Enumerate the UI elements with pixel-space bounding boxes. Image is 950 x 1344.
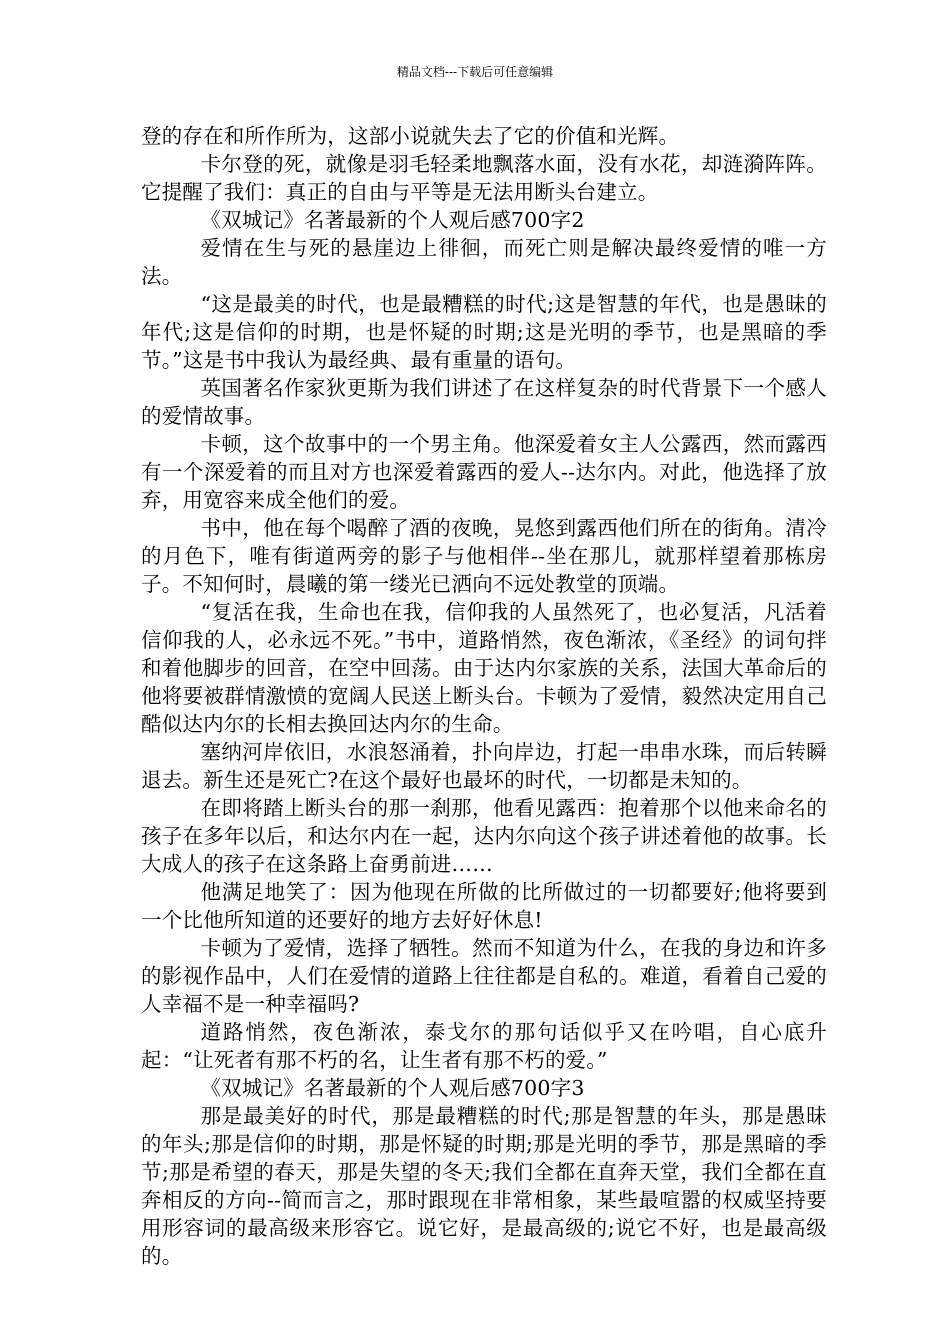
paragraph: 塞纳河岸依旧，水浪怒涌着，扑向岸边，打起一串串水珠，而后转瞬退去。新生还是死亡?在这个最好也最坏的时代，一切都是未知的。 bbox=[141, 740, 827, 792]
paragraph: 道路悄然，夜色渐浓，泰戈尔的那句话似乎又在吟唱，自心底升起：“让死者有那不朽的名，让生者有那不朽的爱。” bbox=[141, 1020, 827, 1072]
paragraph: 卡顿，这个故事中的一个男主角。他深爱着女主人公露西，然而露西有一个深爱着的而且对方也深爱着露西的爱人--达尔内。对此，他选择了放弃，用宽容来成全他们的爱。 bbox=[141, 432, 827, 512]
paragraph: 在即将踏上断头台的那一刹那，他看见露西：抱着那个以他来命名的孩子在多年以后，和达尔内在一起，达内尔向这个孩子讲述着他的故事。长大成人的孩子在这条路上奋勇前进…… bbox=[141, 796, 827, 876]
page-header: 精品文档---下载后可任意编辑 bbox=[396, 65, 554, 79]
paragraph-quote: “复活在我，生命也在我，信仰我的人虽然死了，也必复活，凡活着信仰我的人，必永远不死。”书中，道路悄然，夜色渐浓，《圣经》的词句拌和着他脚步的回音，在空中回荡。由于达内尔家族的关系，法国大革命后的他将要被群情激愤的宽阔人民送上断头台。卡顿为了爱情，毅然决定用自己酷似达内尔的长相去换回达内尔的生命。 bbox=[141, 600, 827, 736]
section-heading: 《双城记》名著最新的个人观后感700字3 bbox=[200, 1076, 585, 1100]
paragraph-continuation: 登的存在和所作所为，这部小说就失去了它的价值和光辉。 bbox=[141, 124, 680, 148]
paragraph: 那是最美好的时代，那是最糟糕的时代;那是智慧的年头，那是愚昧的年头;那是信仰的时期，那是怀疑的时期;那是光明的季节，那是黑暗的季节;那是希望的春天，那是失望的冬天;我们全都在直奔天堂，我们全都在直奔相反的方向--简而言之，那时跟现在非常相象，某些最喧嚣的权威坚持要用形容词的最高级来形容它。说它好，是最高级的;说它不好，也是最高级的。 bbox=[141, 1104, 827, 1268]
paragraph: 英国著名作家狄更斯为我们讲述了在这样复杂的时代背景下一个感人的爱情故事。 bbox=[141, 376, 827, 428]
paragraph-quote: “这是最美的时代，也是最糟糕的时代;这是智慧的年代，也是愚昧的年代;这是信仰的时期，也是怀疑的时期;这是光明的季节，也是黑暗的季节。”这是书中我认为最经典、最有重量的语句。 bbox=[141, 292, 827, 372]
paragraph: 书中，他在每个喝醉了酒的夜晚，晃悠到露西他们所在的街角。清冷的月色下，唯有街道两旁的影子与他相伴--坐在那儿，就那样望着那栋房子。不知何时，晨曦的第一缕光已洒向不远处教堂的顶端。 bbox=[141, 516, 827, 596]
paragraph: 爱情在生与死的悬崖边上徘徊，而死亡则是解决最终爱情的唯一方法。 bbox=[141, 236, 827, 288]
paragraph: 卡顿为了爱情，选择了牺牲。然而不知道为什么，在我的身边和许多的影视作品中，人们在爱情的道路上往往都是自私的。难道，看着自己爱的人幸福不是一种幸福吗? bbox=[141, 936, 827, 1016]
section-heading: 《双城记》名著最新的个人观后感700字2 bbox=[200, 208, 585, 232]
paragraph: 他满足地笑了：因为他现在所做的比所做过的一切都要好;他将要到一个比他所知道的还要好的地方去好好休息! bbox=[141, 880, 827, 932]
paragraph: 卡尔登的死，就像是羽毛轻柔地飘落水面，没有水花，却涟漪阵阵。它提醒了我们：真正的自由与平等是无法用断头台建立。 bbox=[141, 152, 827, 204]
document-body bbox=[141, 122, 827, 1270]
